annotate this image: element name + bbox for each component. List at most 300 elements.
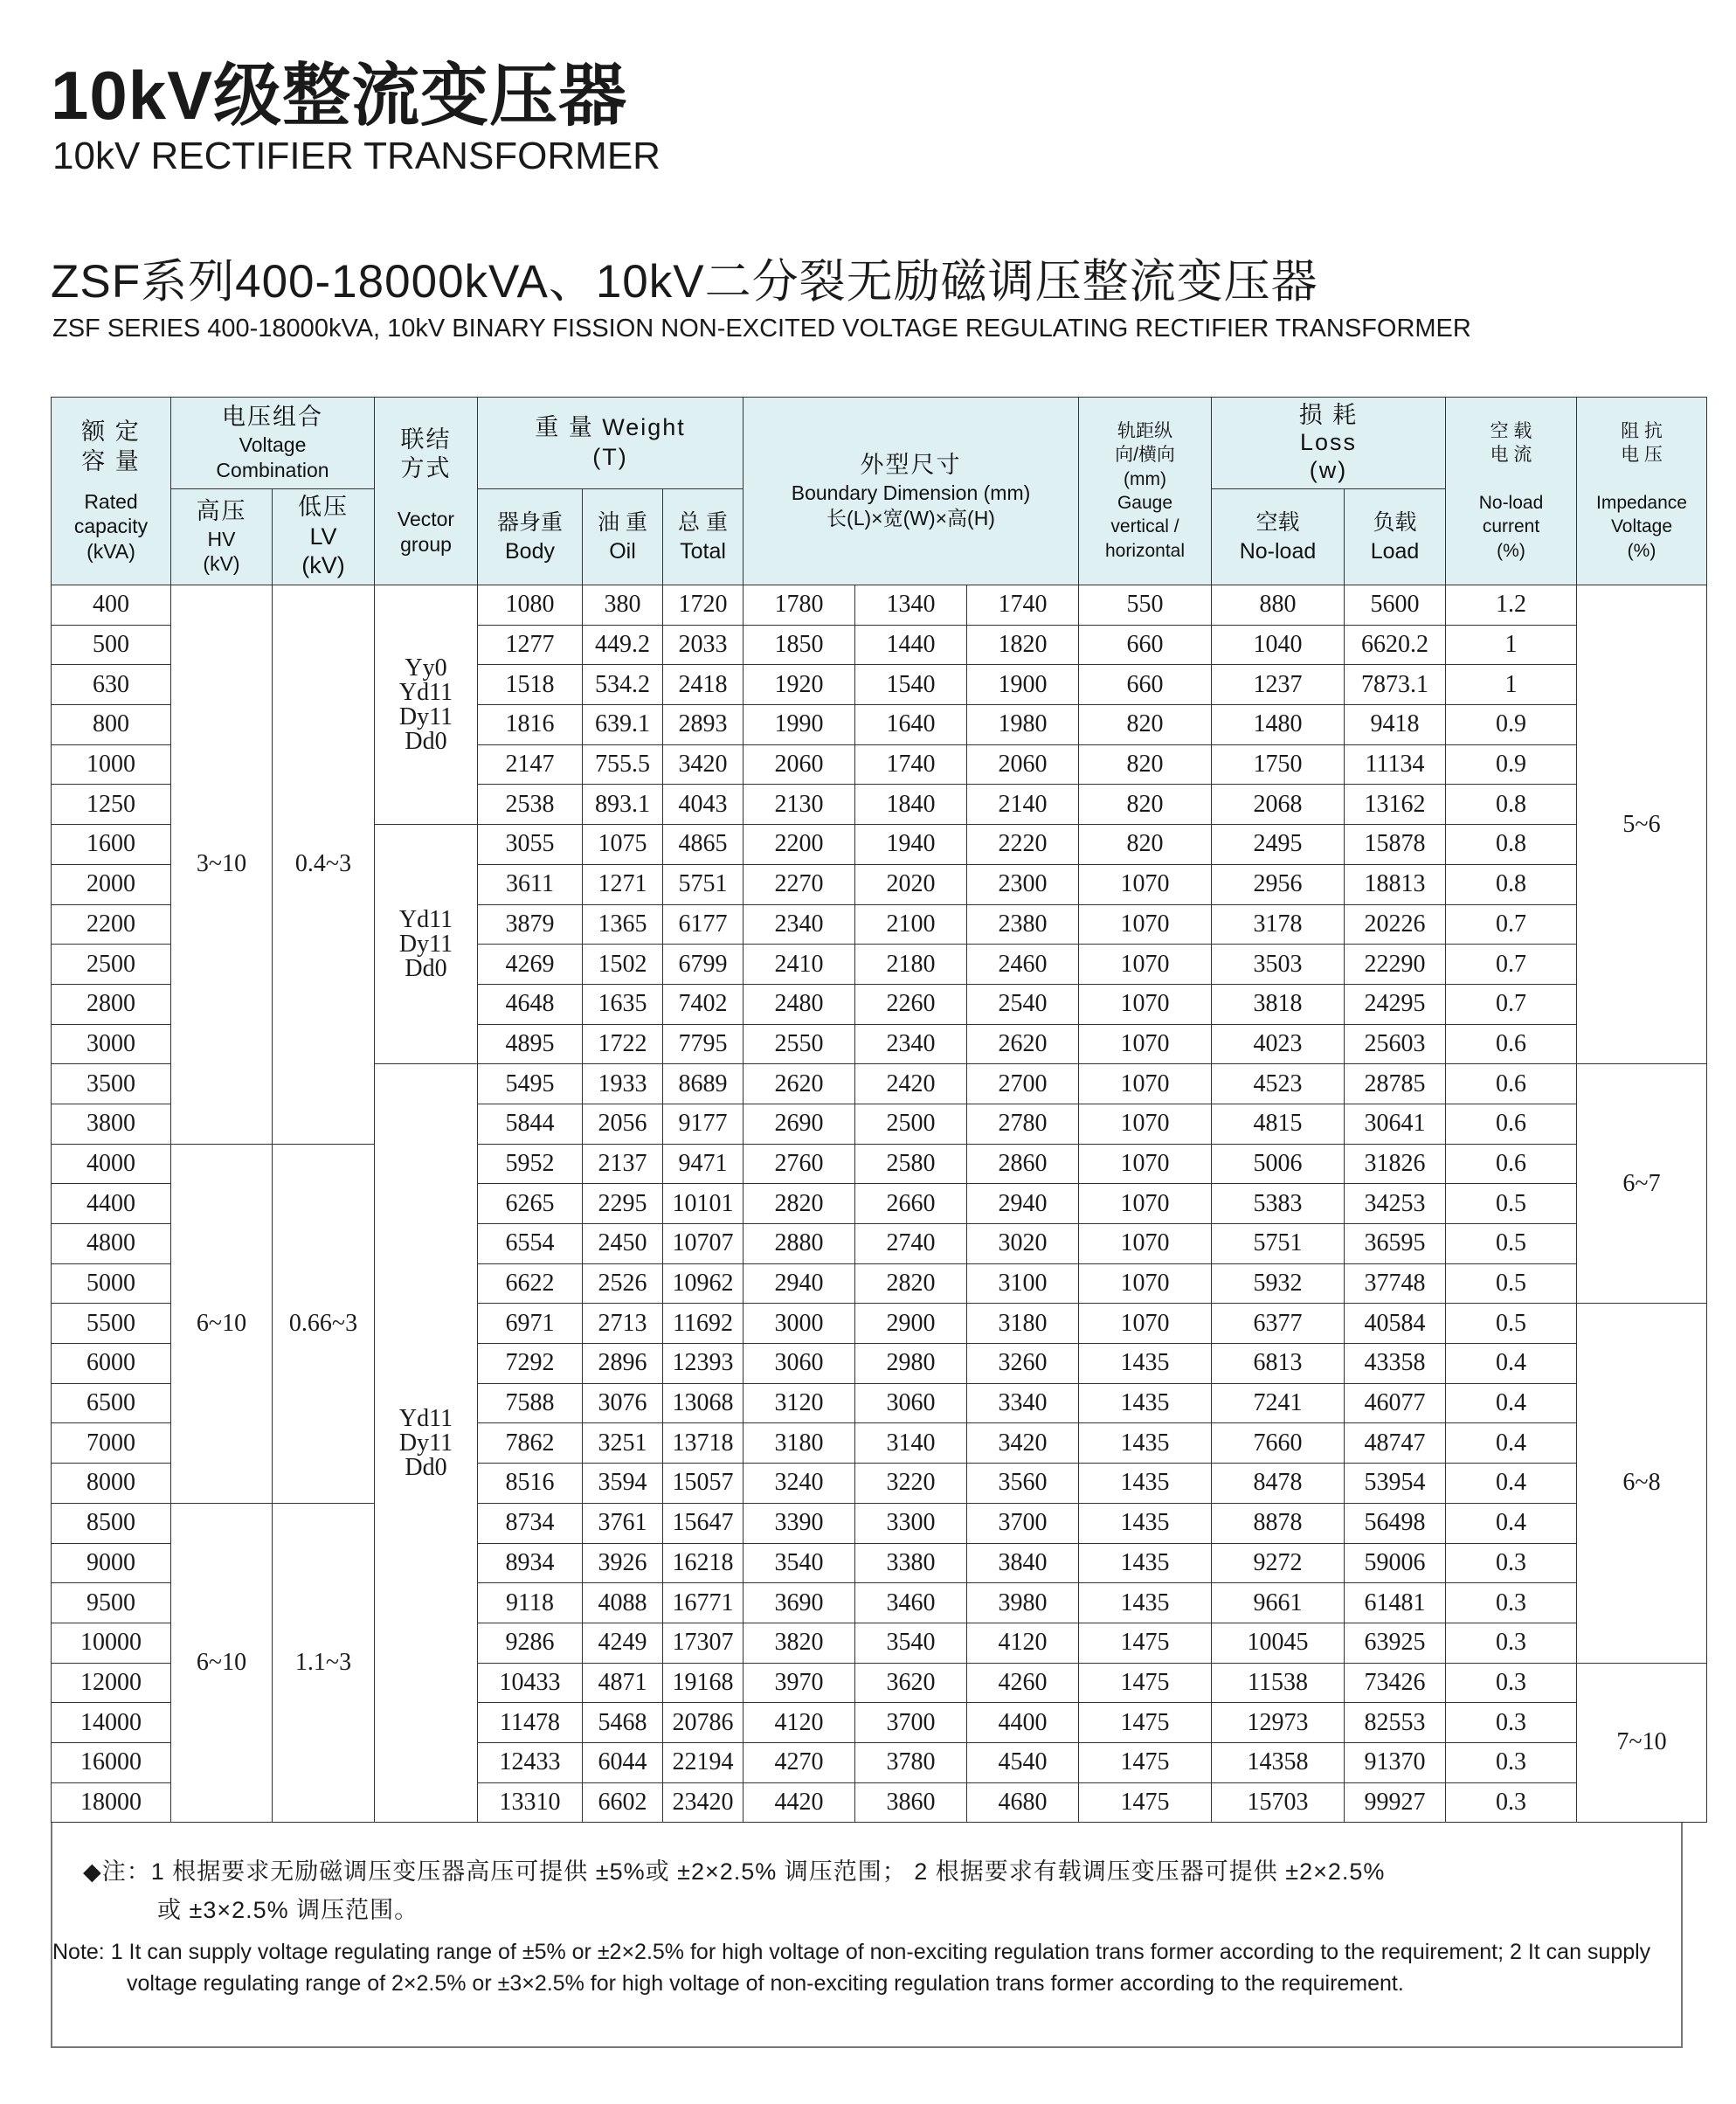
rated-capacity-cell: 7000 [52, 1423, 171, 1464]
load-loss-cell: 46077 [1345, 1383, 1446, 1423]
length-cell: 3000 [744, 1304, 855, 1344]
body-weight-cell: 1277 [478, 625, 583, 665]
table-row [52, 585, 1707, 626]
noload-loss-cell: 5006 [1212, 1144, 1345, 1184]
height-cell: 2060 [967, 744, 1079, 785]
notes [52, 1852, 1673, 1999]
total-weight-cell: 13068 [663, 1383, 744, 1423]
gauge-cell: 1435 [1079, 1423, 1212, 1464]
header-hv [171, 489, 273, 585]
noload-current-cell: 0.3 [1446, 1742, 1577, 1782]
total-weight-cell: 1720 [663, 585, 744, 626]
rated-capacity-cell: 400 [52, 585, 171, 626]
gauge-cell: 1475 [1079, 1703, 1212, 1743]
body-weight-cell: 7588 [478, 1383, 583, 1423]
header-rated-capacity [52, 398, 171, 585]
height-cell: 4680 [967, 1782, 1079, 1823]
oil-weight-cell: 5468 [583, 1703, 663, 1743]
body-weight-cell: 11478 [478, 1703, 583, 1743]
noload-loss-cell: 9272 [1212, 1543, 1345, 1583]
width-cell: 2180 [855, 945, 967, 985]
noload-loss-cell: 3818 [1212, 984, 1345, 1024]
body-weight-cell: 5844 [478, 1104, 583, 1144]
height-cell: 4540 [967, 1742, 1079, 1782]
noload-current-cell: 0.7 [1446, 904, 1577, 945]
length-cell: 3690 [744, 1583, 855, 1623]
gauge-cell: 1475 [1079, 1623, 1212, 1663]
gauge-cell: 1070 [1079, 1024, 1212, 1064]
total-weight-cell: 11692 [663, 1304, 744, 1344]
lv-cell: 1.1~3 [273, 1503, 375, 1823]
load-loss-cell: 28785 [1345, 1064, 1446, 1104]
gauge-cell: 1070 [1079, 945, 1212, 985]
rated-capacity-cell: 6000 [52, 1344, 171, 1384]
width-cell: 2020 [855, 864, 967, 904]
oil-weight-cell: 4871 [583, 1663, 663, 1703]
gauge-cell: 1435 [1079, 1583, 1212, 1623]
rated-capacity-cell: 18000 [52, 1782, 171, 1823]
gauge-cell: 1070 [1079, 1304, 1212, 1344]
total-weight-cell: 19168 [663, 1663, 744, 1703]
gauge-cell: 820 [1079, 785, 1212, 825]
rated-capacity-cell: 8000 [52, 1464, 171, 1504]
noload-current-cell: 0.6 [1446, 1144, 1577, 1184]
noload-current-cell: 0.5 [1446, 1263, 1577, 1304]
width-cell: 3620 [855, 1663, 967, 1703]
noload-current-cell: 0.6 [1446, 1104, 1577, 1144]
oil-weight-cell: 893.1 [583, 785, 663, 825]
length-cell: 3970 [744, 1663, 855, 1703]
impedance-cell: 6~7 [1577, 1064, 1707, 1304]
load-loss-cell: 25603 [1345, 1024, 1446, 1064]
body-weight-cell: 2147 [478, 744, 583, 785]
oil-weight-cell: 639.1 [583, 705, 663, 745]
impedance-cell: 7~10 [1577, 1663, 1707, 1823]
length-cell: 2760 [744, 1144, 855, 1184]
rated-capacity-cell: 12000 [52, 1663, 171, 1703]
noload-loss-cell: 1750 [1212, 744, 1345, 785]
oil-weight-cell: 380 [583, 585, 663, 626]
height-cell: 1740 [967, 585, 1079, 626]
total-weight-cell: 2033 [663, 625, 744, 665]
noload-current-cell: 0.4 [1446, 1344, 1577, 1384]
lv-cell: 0.4~3 [273, 585, 375, 1145]
gauge-cell: 820 [1079, 744, 1212, 785]
body-weight-cell: 4895 [478, 1024, 583, 1064]
noload-loss-cell: 1237 [1212, 665, 1345, 705]
width-cell: 3700 [855, 1703, 967, 1743]
load-loss-cell: 43358 [1345, 1344, 1446, 1384]
gauge-cell: 1070 [1079, 1263, 1212, 1304]
body-weight-cell: 6554 [478, 1224, 583, 1264]
height-cell: 2780 [967, 1104, 1079, 1144]
length-cell: 2130 [744, 785, 855, 825]
noload-current-cell: 0.3 [1446, 1583, 1577, 1623]
header-vector-cn: 联结 方式 [400, 426, 452, 482]
oil-weight-cell: 6044 [583, 1742, 663, 1782]
rated-capacity-cell: 5000 [52, 1263, 171, 1304]
body-weight-cell: 1816 [478, 705, 583, 745]
length-cell: 1990 [744, 705, 855, 745]
load-loss-cell: 56498 [1345, 1503, 1446, 1543]
oil-weight-cell: 2450 [583, 1224, 663, 1264]
vector-group-cell: Yd11 Dy11 Dd0 [375, 1064, 478, 1823]
noload-loss-cell: 9661 [1212, 1583, 1345, 1623]
oil-weight-cell: 1635 [583, 984, 663, 1024]
height-cell: 1900 [967, 665, 1079, 705]
gauge-cell: 1070 [1079, 904, 1212, 945]
height-cell: 2460 [967, 945, 1079, 985]
noload-current-cell: 0.7 [1446, 945, 1577, 985]
load-loss-cell: 24295 [1345, 984, 1446, 1024]
header-hv-cn: 高压 [196, 497, 247, 524]
gauge-cell: 1435 [1079, 1383, 1212, 1423]
load-loss-cell: 37748 [1345, 1263, 1446, 1304]
body-weight-cell: 4269 [478, 945, 583, 985]
length-cell: 1780 [744, 585, 855, 626]
rated-capacity-cell: 630 [52, 665, 171, 705]
header-impedance-voltage [1577, 398, 1707, 585]
length-cell: 2820 [744, 1184, 855, 1224]
gauge-cell: 1070 [1079, 1104, 1212, 1144]
header-body-label: 器身重 Body [496, 510, 563, 564]
total-weight-cell: 6177 [663, 904, 744, 945]
rated-capacity-cell: 800 [52, 705, 171, 745]
height-cell: 3340 [967, 1383, 1079, 1423]
width-cell: 2900 [855, 1304, 967, 1344]
width-cell: 2580 [855, 1144, 967, 1184]
page-title-en: 10kV RECTIFIER TRANSFORMER [52, 135, 661, 177]
length-cell: 3240 [744, 1464, 855, 1504]
height-cell: 3100 [967, 1263, 1079, 1304]
oil-weight-cell: 3926 [583, 1543, 663, 1583]
header-loss [1212, 398, 1446, 489]
width-cell: 3140 [855, 1423, 967, 1464]
table-body [52, 585, 1707, 1823]
rated-capacity-cell: 4400 [52, 1184, 171, 1224]
noload-loss-cell: 14358 [1212, 1742, 1345, 1782]
noload-current-cell: 0.3 [1446, 1703, 1577, 1743]
total-weight-cell: 13718 [663, 1423, 744, 1464]
vector-group-cell: Yy0 Yd11 Dy11 Dd0 [375, 585, 478, 825]
header-gauge-label: 轨距纵 向/横向 (mm) Gauge vertical / horizontal [1104, 421, 1186, 561]
oil-weight-cell: 534.2 [583, 665, 663, 705]
height-cell: 3560 [967, 1464, 1079, 1504]
height-cell: 3980 [967, 1583, 1079, 1623]
header-dim-cn: 外型尺寸 [860, 452, 962, 479]
hv-cell: 6~10 [171, 1144, 273, 1503]
rated-capacity-cell: 9500 [52, 1583, 171, 1623]
rated-capacity-cell: 1600 [52, 825, 171, 865]
rated-capacity-cell: 2200 [52, 904, 171, 945]
load-loss-cell: 13162 [1345, 785, 1446, 825]
oil-weight-cell: 4249 [583, 1623, 663, 1663]
noload-current-cell: 0.8 [1446, 864, 1577, 904]
load-loss-cell: 48747 [1345, 1423, 1446, 1464]
oil-weight-cell: 755.5 [583, 744, 663, 785]
header-rated-cn: 额 定 容 量 [81, 419, 141, 474]
total-weight-cell: 22194 [663, 1742, 744, 1782]
length-cell: 2620 [744, 1064, 855, 1104]
length-cell: 2200 [744, 825, 855, 865]
rated-capacity-cell: 4800 [52, 1224, 171, 1264]
header-vector-group [375, 398, 478, 585]
gauge-cell: 1070 [1079, 1064, 1212, 1104]
width-cell: 3060 [855, 1383, 967, 1423]
table-row [52, 1144, 1707, 1184]
rated-capacity-cell: 14000 [52, 1703, 171, 1743]
length-cell: 4120 [744, 1703, 855, 1743]
rated-capacity-cell: 3000 [52, 1024, 171, 1064]
oil-weight-cell: 2713 [583, 1304, 663, 1344]
width-cell: 3540 [855, 1623, 967, 1663]
height-cell: 2620 [967, 1024, 1079, 1064]
oil-weight-cell: 2896 [583, 1344, 663, 1384]
vector-group-cell: Yd11 Dy11 Dd0 [375, 825, 478, 1064]
load-loss-cell: 34253 [1345, 1184, 1446, 1224]
gauge-cell: 1475 [1079, 1782, 1212, 1823]
load-loss-cell: 15878 [1345, 825, 1446, 865]
noload-loss-cell: 4523 [1212, 1064, 1345, 1104]
total-weight-cell: 10962 [663, 1263, 744, 1304]
length-cell: 2550 [744, 1024, 855, 1064]
header-voltage-cn: 电压组合 [222, 404, 323, 431]
noload-current-cell: 0.3 [1446, 1623, 1577, 1663]
oil-weight-cell: 2056 [583, 1104, 663, 1144]
impedance-cell: 6~8 [1577, 1304, 1707, 1663]
load-loss-cell: 82553 [1345, 1703, 1446, 1743]
rated-capacity-cell: 3500 [52, 1064, 171, 1104]
width-cell: 3780 [855, 1742, 967, 1782]
length-cell: 2880 [744, 1224, 855, 1264]
total-weight-cell: 15057 [663, 1464, 744, 1504]
rated-capacity-cell: 5500 [52, 1304, 171, 1344]
noload-loss-cell: 6813 [1212, 1344, 1345, 1384]
series-title-cn: ZSF系列400-18000kVA、10kV二分裂无励磁调压整流变压器 [51, 256, 1318, 308]
load-loss-cell: 31826 [1345, 1144, 1446, 1184]
header-voltage-en: Voltage Combination [216, 433, 329, 481]
load-loss-cell: 20226 [1345, 904, 1446, 945]
oil-weight-cell: 3761 [583, 1503, 663, 1543]
noload-current-cell: 1 [1446, 665, 1577, 705]
length-cell: 2270 [744, 864, 855, 904]
oil-weight-cell: 3251 [583, 1423, 663, 1464]
total-weight-cell: 10101 [663, 1184, 744, 1224]
total-weight-cell: 7402 [663, 984, 744, 1024]
gauge-cell: 820 [1079, 825, 1212, 865]
width-cell: 1740 [855, 744, 967, 785]
noload-loss-cell: 15703 [1212, 1782, 1345, 1823]
height-cell: 3020 [967, 1224, 1079, 1264]
total-weight-cell: 5751 [663, 864, 744, 904]
noload-loss-cell: 11538 [1212, 1663, 1345, 1703]
body-weight-cell: 6265 [478, 1184, 583, 1224]
rated-capacity-cell: 1000 [52, 744, 171, 785]
noload-loss-cell: 3503 [1212, 945, 1345, 985]
rated-capacity-cell: 2500 [52, 945, 171, 985]
total-weight-cell: 12393 [663, 1344, 744, 1384]
body-weight-cell: 10433 [478, 1663, 583, 1703]
body-weight-cell: 7292 [478, 1344, 583, 1384]
body-weight-cell: 12433 [478, 1742, 583, 1782]
total-weight-cell: 8689 [663, 1064, 744, 1104]
length-cell: 4270 [744, 1742, 855, 1782]
width-cell: 1340 [855, 585, 967, 626]
width-cell: 2820 [855, 1263, 967, 1304]
total-weight-cell: 20786 [663, 1703, 744, 1743]
header-vector-en: Vector group [397, 508, 455, 556]
length-cell: 2480 [744, 984, 855, 1024]
load-loss-cell: 73426 [1345, 1663, 1446, 1703]
length-cell: 2940 [744, 1263, 855, 1304]
header-oil-label: 油 重 Oil [598, 510, 647, 564]
gauge-cell: 1070 [1079, 1144, 1212, 1184]
header-load-loss [1345, 489, 1446, 585]
rated-capacity-cell: 6500 [52, 1383, 171, 1423]
noload-current-cell: 0.3 [1446, 1663, 1577, 1703]
body-weight-cell: 3611 [478, 864, 583, 904]
body-weight-cell: 7862 [478, 1423, 583, 1464]
rated-capacity-cell: 9000 [52, 1543, 171, 1583]
noload-current-cell: 0.4 [1446, 1383, 1577, 1423]
total-weight-cell: 3420 [663, 744, 744, 785]
oil-weight-cell: 3594 [583, 1464, 663, 1504]
gauge-cell: 1070 [1079, 984, 1212, 1024]
height-cell: 4120 [967, 1623, 1079, 1663]
total-weight-cell: 2893 [663, 705, 744, 745]
noload-current-cell: 1.2 [1446, 585, 1577, 626]
total-weight-cell: 16218 [663, 1543, 744, 1583]
noload-loss-cell: 10045 [1212, 1623, 1345, 1663]
width-cell: 2500 [855, 1104, 967, 1144]
height-cell: 3260 [967, 1344, 1079, 1384]
hv-cell: 6~10 [171, 1503, 273, 1823]
noload-loss-cell: 5383 [1212, 1184, 1345, 1224]
noload-current-cell: 0.6 [1446, 1064, 1577, 1104]
width-cell: 1540 [855, 665, 967, 705]
length-cell: 4420 [744, 1782, 855, 1823]
header-loss-label: 损 耗 Loss (w) [1298, 402, 1359, 483]
body-weight-cell: 3055 [478, 825, 583, 865]
table-row [52, 1503, 1707, 1543]
load-loss-cell: 53954 [1345, 1464, 1446, 1504]
noload-loss-cell: 8478 [1212, 1464, 1345, 1504]
length-cell: 3120 [744, 1383, 855, 1423]
oil-weight-cell: 2137 [583, 1144, 663, 1184]
oil-weight-cell: 4088 [583, 1583, 663, 1623]
header-lv-cn: 低压 [298, 493, 349, 520]
total-weight-cell: 2418 [663, 665, 744, 705]
rated-capacity-cell: 1250 [52, 785, 171, 825]
height-cell: 2540 [967, 984, 1079, 1024]
width-cell: 3220 [855, 1464, 967, 1504]
gauge-cell: 1475 [1079, 1742, 1212, 1782]
length-cell: 3540 [744, 1543, 855, 1583]
total-weight-cell: 10707 [663, 1224, 744, 1264]
width-cell: 3860 [855, 1782, 967, 1823]
height-cell: 1820 [967, 625, 1079, 665]
body-weight-cell: 1080 [478, 585, 583, 626]
length-cell: 3390 [744, 1503, 855, 1543]
body-weight-cell: 8734 [478, 1503, 583, 1543]
rated-capacity-cell: 4000 [52, 1144, 171, 1184]
body-weight-cell: 6622 [478, 1263, 583, 1304]
body-weight-cell: 8934 [478, 1543, 583, 1583]
gauge-cell: 1070 [1079, 1224, 1212, 1264]
noload-loss-cell: 6377 [1212, 1304, 1345, 1344]
noload-loss-cell: 4815 [1212, 1104, 1345, 1144]
oil-weight-cell: 1502 [583, 945, 663, 985]
noload-loss-cell: 7241 [1212, 1383, 1345, 1423]
gauge-cell: 1435 [1079, 1344, 1212, 1384]
gauge-cell: 1435 [1079, 1464, 1212, 1504]
length-cell: 3060 [744, 1344, 855, 1384]
load-loss-cell: 18813 [1345, 864, 1446, 904]
header-voltage-combination [171, 398, 375, 489]
load-loss-cell: 9418 [1345, 705, 1446, 745]
body-weight-cell: 9118 [478, 1583, 583, 1623]
load-loss-cell: 36595 [1345, 1224, 1446, 1264]
body-weight-cell: 9286 [478, 1623, 583, 1663]
body-weight-cell: 5495 [478, 1064, 583, 1104]
load-loss-cell: 5600 [1345, 585, 1446, 626]
note-en: Note: 1 It can supply voltage regulating range of ±5% or ±2×2.5% for high voltage of non-exciting regulation trans former according to the requirement; 2 It can supply voltage regulating range of 2×2.5% or ±3×2.5% for high voltage of non-exciting regulation trans former according to the requirement. [52, 1940, 1651, 1996]
header-gauge [1079, 398, 1212, 585]
note-cn-line1: ◆注：1 根据要求无励磁调压变压器高压可提供 ±5%或 ±2×2.5% 调压范围； 2 根据要求有载调压变压器可提供 ±2×2.5% [83, 1858, 1386, 1885]
height-cell: 4400 [967, 1703, 1079, 1743]
gauge-cell: 1435 [1079, 1503, 1212, 1543]
width-cell: 1940 [855, 825, 967, 865]
height-cell: 3420 [967, 1423, 1079, 1464]
load-loss-cell: 7873.1 [1345, 665, 1446, 705]
header-lv-en: LV (kV) [301, 523, 345, 579]
load-loss-cell: 30641 [1345, 1104, 1446, 1144]
load-loss-cell: 61481 [1345, 1583, 1446, 1623]
height-cell: 2220 [967, 825, 1079, 865]
noload-current-cell: 0.7 [1446, 984, 1577, 1024]
header-oil [583, 489, 663, 585]
header-total-label: 总 重 Total [678, 510, 728, 564]
width-cell: 3300 [855, 1503, 967, 1543]
body-weight-cell: 6971 [478, 1304, 583, 1344]
width-cell: 1640 [855, 705, 967, 745]
hv-cell: 3~10 [171, 585, 273, 1145]
total-weight-cell: 15647 [663, 1503, 744, 1543]
length-cell: 2410 [744, 945, 855, 985]
noload-loss-cell: 5751 [1212, 1224, 1345, 1264]
noload-loss-cell: 880 [1212, 585, 1345, 626]
header-dim-en: Boundary Dimension (mm) 长(L)×宽(W)×高(H) [791, 481, 1031, 529]
rated-capacity-cell: 8500 [52, 1503, 171, 1543]
noload-loss-cell: 2068 [1212, 785, 1345, 825]
oil-weight-cell: 3076 [583, 1383, 663, 1423]
total-weight-cell: 9177 [663, 1104, 744, 1144]
load-loss-cell: 99927 [1345, 1782, 1446, 1823]
header-rated-en: Rated capacity (kVA) [73, 489, 149, 564]
length-cell: 2690 [744, 1104, 855, 1144]
body-weight-cell: 2538 [478, 785, 583, 825]
oil-weight-cell: 6602 [583, 1782, 663, 1823]
total-weight-cell: 4043 [663, 785, 744, 825]
oil-weight-cell: 2295 [583, 1184, 663, 1224]
noload-current-cell: 0.5 [1446, 1304, 1577, 1344]
load-loss-cell: 40584 [1345, 1304, 1446, 1344]
width-cell: 1840 [855, 785, 967, 825]
width-cell: 2340 [855, 1024, 967, 1064]
body-weight-cell: 1518 [478, 665, 583, 705]
gauge-cell: 820 [1079, 705, 1212, 745]
length-cell: 2340 [744, 904, 855, 945]
